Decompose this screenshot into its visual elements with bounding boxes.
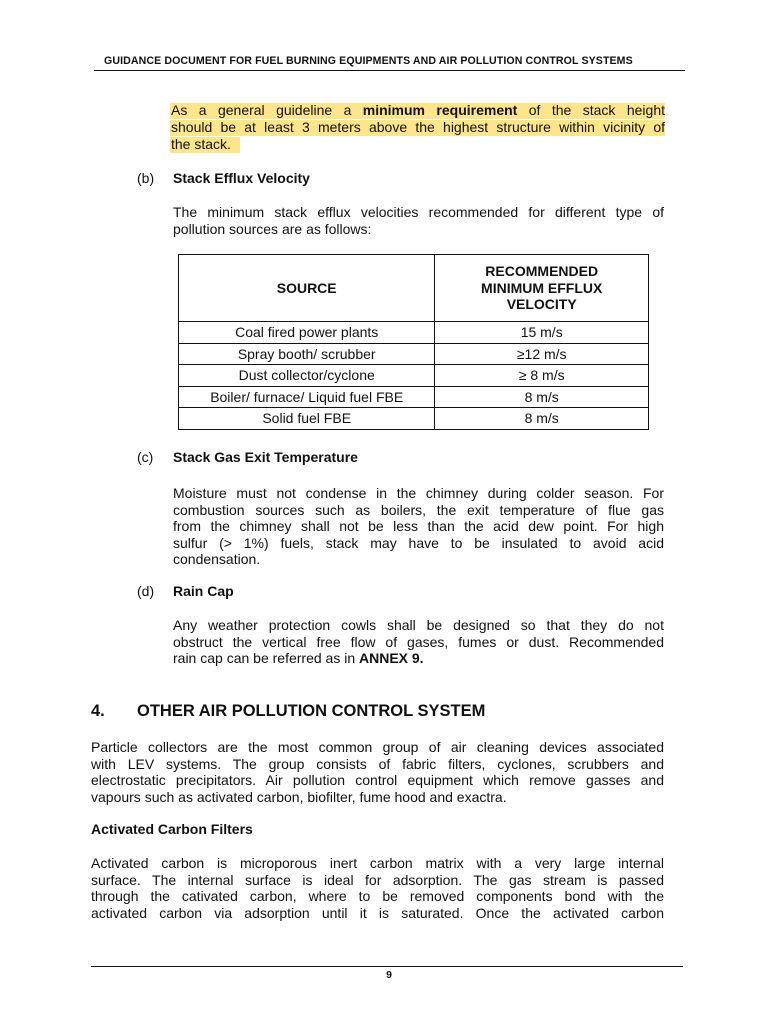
activated-carbon-title: Activated Carbon Filters xyxy=(91,821,253,837)
paragraph-line: vapours such as activated carbon, biofilter, fume hood and exactra. xyxy=(91,788,507,805)
highlighted-guideline-note xyxy=(171,102,665,153)
table-cell-source: Boiler/ furnace/ Liquid fuel FBE xyxy=(179,386,435,408)
paragraph-line: activated carbon via adsorption until it is saturated. Once the activated carbon xyxy=(91,904,664,921)
paragraph-line: Particle collectors are the most common group of air cleaning devices associated xyxy=(91,739,664,755)
annex-reference: ANNEX 9. xyxy=(359,650,424,666)
section-b-intro xyxy=(173,204,664,237)
paragraph-line: from the chimney shall not be less than the acid dew point. For high xyxy=(173,518,664,534)
table-cell-velocity: ≥12 m/s xyxy=(435,343,649,365)
document-header-title: GUIDANCE DOCUMENT FOR FUEL BURNING EQUIPMENTS AND AIR POLLUTION CONTROL SYSTEMS xyxy=(104,55,633,67)
activated-carbon-body xyxy=(91,855,664,921)
table-cell-source: Coal fired power plants xyxy=(179,322,435,344)
section-4-number: 4. xyxy=(91,702,105,720)
table-row xyxy=(179,365,649,387)
table-row xyxy=(179,408,649,430)
paragraph-line: sulfur (> 1%) fuels, stack may have to be insulated to avoid acid xyxy=(173,534,664,551)
footer-divider xyxy=(91,966,683,967)
section-c-letter: (c) xyxy=(137,449,154,465)
paragraph-line: obstruct the vertical free flow of gases, fumes or dust. Recommended xyxy=(173,633,664,650)
table-cell-velocity: ≥ 8 m/s xyxy=(435,365,649,387)
section-c-body xyxy=(173,485,664,568)
paragraph-text: rain cap can be referred as in xyxy=(173,650,359,666)
section-4-title: OTHER AIR POLLUTION CONTROL SYSTEM xyxy=(137,702,486,720)
section-b-letter: (b) xyxy=(137,170,155,186)
paragraph-line: Any weather protection cowls shall be designed so that they do not xyxy=(173,617,664,633)
paragraph-line: pollution sources are as follows: xyxy=(173,220,372,237)
note-line-2: should be at least 3 meters above the highest structure within vicinity of xyxy=(171,119,665,135)
paragraph-line: combustion sources such as boilers, the exit temperature of flue gas xyxy=(173,501,664,518)
paragraph-line: Activated carbon is microporous inert carbon matrix with a very large internal xyxy=(91,855,664,871)
paragraph-line: surface. The internal surface is ideal for adsorption. The gas stream is passed xyxy=(91,871,664,888)
section-4-body xyxy=(91,739,664,805)
section-b-title: Stack Efflux Velocity xyxy=(173,170,310,186)
header-line: MINIMUM EFFLUX xyxy=(481,279,603,296)
table-cell-source: Solid fuel FBE xyxy=(179,408,435,430)
page-number: 9 xyxy=(386,969,392,981)
table-row xyxy=(179,386,649,408)
note-line-1 xyxy=(171,102,665,119)
section-d-letter: (d) xyxy=(137,583,155,599)
section-d-title: Rain Cap xyxy=(173,583,234,599)
section-c-title: Stack Gas Exit Temperature xyxy=(173,449,358,465)
note-line-3: the stack. xyxy=(171,136,231,152)
efflux-velocity-table xyxy=(178,254,649,430)
note-emphasis: minimum requirement xyxy=(362,102,518,118)
paragraph-line: through the cativated carbon, where to be removed components bond with the xyxy=(91,888,664,904)
paragraph-line xyxy=(173,650,664,667)
table-row xyxy=(179,343,649,365)
table-cell-velocity: 8 m/s xyxy=(435,386,649,408)
table-header-row xyxy=(179,255,649,322)
table-row xyxy=(179,322,649,344)
table-cell-source: Dust collector/cyclone xyxy=(179,365,435,387)
paragraph-line: electrostatic precipitators. Air pollution control equipment which remove gasses and xyxy=(91,772,664,788)
paragraph-line: condensation. xyxy=(173,551,261,567)
header-divider xyxy=(94,70,685,71)
table-header-source: SOURCE xyxy=(179,255,435,322)
table-header-velocity xyxy=(435,255,649,322)
table-cell-velocity: 8 m/s xyxy=(435,408,649,430)
note-text: of the stack height xyxy=(517,102,665,118)
section-d-body xyxy=(173,617,664,667)
paragraph-line: The minimum stack efflux velocities recommended for different type of xyxy=(173,204,664,220)
header-line: RECOMMENDED xyxy=(485,263,599,280)
table-cell-velocity: 15 m/s xyxy=(435,322,649,344)
note-text: As a general guideline a xyxy=(171,102,363,118)
header-line: VELOCITY xyxy=(506,296,577,313)
paragraph-line: Moisture must not condense in the chimney during colder season. For xyxy=(173,485,664,501)
table-cell-source: Spray booth/ scrubber xyxy=(179,343,435,365)
paragraph-line: with LEV systems. The group consists of fabric filters, cyclones, scrubbers and xyxy=(91,755,664,772)
